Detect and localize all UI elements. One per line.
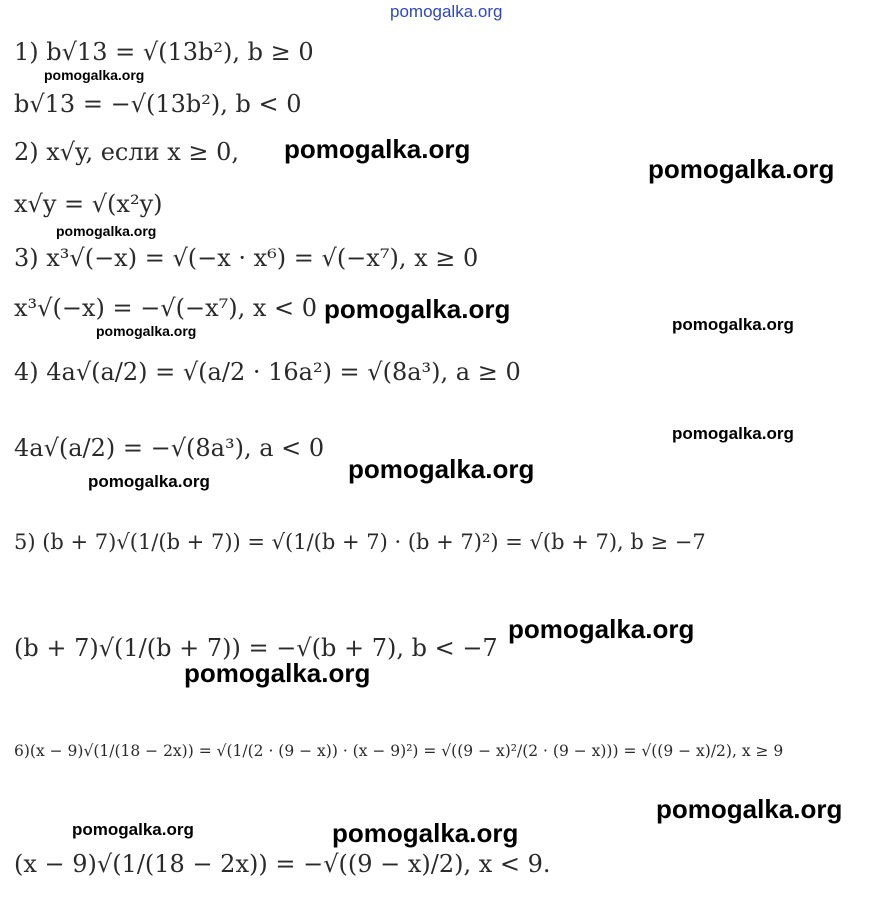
watermark-11: pomogalka.org bbox=[508, 614, 695, 644]
math-line-11: 6)(x − 9)√(1/(18 − 2x)) = √(1/(2 · (9 − x)) · (x − 9)²) = √((9 − x)²/(2 · (9 − x))) = √((9 − x)/2), x ≥ 9 bbox=[14, 742, 784, 760]
math-line-12: (x − 9)√(1/(18 − 2x)) = −√((9 − x)/2), x < 9. bbox=[14, 850, 551, 878]
watermark-10: pomogalka.org bbox=[88, 472, 210, 491]
math-line-2: b√13 = −√(13b²), b < 0 bbox=[14, 90, 302, 118]
watermark-3: pomogalka.org bbox=[648, 154, 835, 184]
math-line-1: 1) b√13 = √(13b²), b ≥ 0 bbox=[14, 38, 314, 66]
math-line-6: x³√(−x) = −√(−x⁷), x < 0 bbox=[14, 294, 318, 322]
watermark-4: pomogalka.org bbox=[56, 223, 157, 239]
watermark-12: pomogalka.org bbox=[184, 658, 371, 688]
watermark-15: pomogalka.org bbox=[332, 818, 519, 848]
watermark-2: pomogalka.org bbox=[284, 134, 471, 164]
watermark-9: pomogalka.org bbox=[348, 454, 535, 484]
watermark-5: pomogalka.org bbox=[324, 294, 511, 324]
math-line-3: 2) x√y, если x ≥ 0, bbox=[14, 138, 240, 166]
watermark-6: pomogalka.org bbox=[672, 315, 794, 334]
math-line-4: x√y = √(x²y) bbox=[14, 190, 163, 218]
math-line-9: 5) (b + 7)√(1/(b + 7)) = √(1/(b + 7) · (b + 7)²) = √(b + 7), b ≥ −7 bbox=[14, 530, 706, 554]
header-watermark: pomogalka.org bbox=[390, 2, 503, 21]
math-line-7: 4) 4a√(a/2) = √(a/2 · 16a²) = √(8a³), a ≥ 0 bbox=[14, 358, 521, 386]
watermark-7: pomogalka.org bbox=[96, 323, 197, 339]
math-line-8: 4a√(a/2) = −√(8a³), a < 0 bbox=[14, 434, 325, 462]
math-line-5: 3) x³√(−x) = √(−x · x⁶) = √(−x⁷), x ≥ 0 bbox=[14, 244, 479, 272]
watermark-14: pomogalka.org bbox=[72, 820, 194, 839]
watermark-8: pomogalka.org bbox=[672, 424, 794, 443]
math-line-10: (b + 7)√(1/(b + 7)) = −√(b + 7), b < −7 bbox=[14, 634, 498, 662]
watermark-13: pomogalka.org bbox=[656, 794, 843, 824]
watermark-1: pomogalka.org bbox=[44, 67, 145, 83]
